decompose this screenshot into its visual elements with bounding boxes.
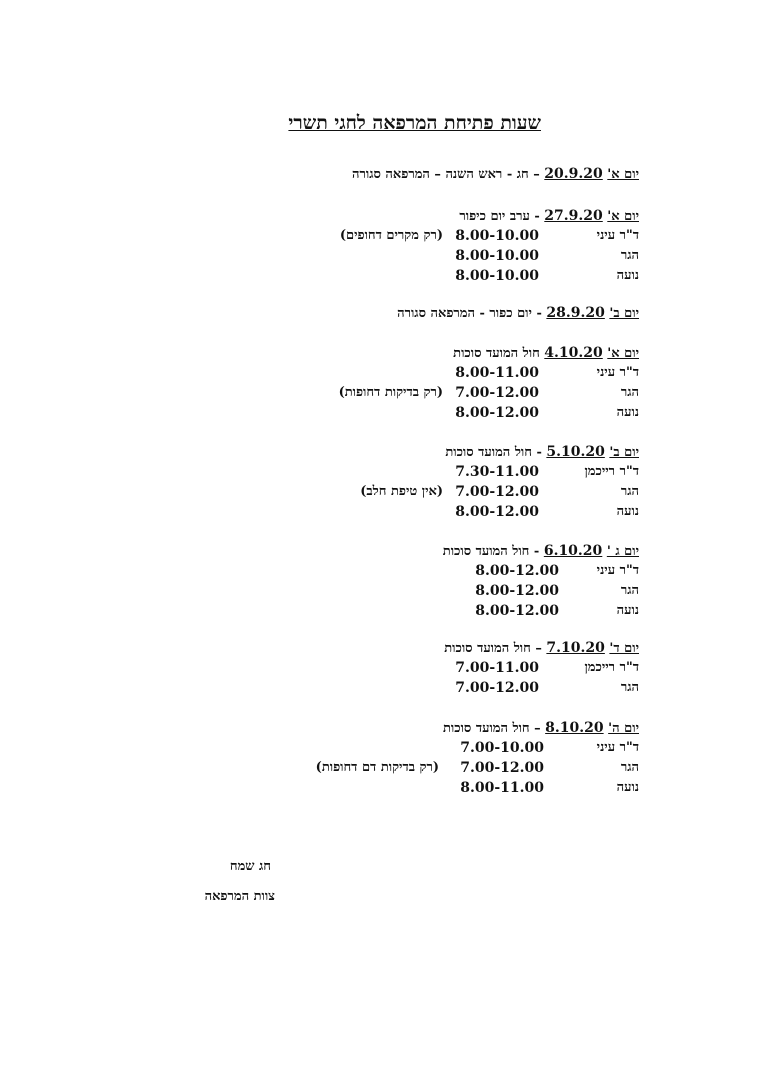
section-date: 4.10.20 xyxy=(544,345,603,361)
section-description: – חג - ראש השנה – המרפאה סגורה xyxy=(352,167,540,182)
section-header xyxy=(309,206,639,226)
section-header xyxy=(309,343,639,363)
staff-name: הגר xyxy=(620,385,639,400)
section-day: יום א' xyxy=(607,167,639,182)
staff-hours: 7.30-11.00 xyxy=(455,464,539,480)
staff-hours: 8.00-10.00 xyxy=(455,268,539,284)
staff-name: הגר xyxy=(620,680,639,695)
staff-name: ד"ר עיני xyxy=(596,228,639,243)
section-day: יום ה' xyxy=(608,721,639,736)
staff-row xyxy=(309,561,639,581)
staff-hours: 8.00-11.00 xyxy=(455,365,539,381)
staff-note: (אין טיפת חלב) xyxy=(360,484,443,499)
staff-name: נועה xyxy=(616,603,639,618)
staff-hours: 7.00-12.00 xyxy=(455,385,539,401)
section-date: 7.10.20 xyxy=(546,640,605,656)
staff-row xyxy=(309,658,639,678)
schedule-section xyxy=(309,206,639,286)
staff-hours: 8.00-11.00 xyxy=(460,780,544,796)
staff-name: הגר xyxy=(620,760,639,775)
section-date: 6.10.20 xyxy=(543,543,603,559)
schedule-section xyxy=(309,638,639,698)
section-date: 20.9.20 xyxy=(544,166,603,182)
section-day: יום ב' xyxy=(609,306,639,321)
staff-hours: 7.00-12.00 xyxy=(460,760,544,776)
staff-row xyxy=(309,678,639,698)
staff-row xyxy=(309,482,639,502)
staff-name: ד"ר עיני xyxy=(596,365,639,380)
section-header xyxy=(309,442,639,462)
staff-hours: 7.00-10.00 xyxy=(460,740,544,756)
staff-name: הגר xyxy=(620,248,639,263)
schedule-section xyxy=(309,541,639,621)
staff-row xyxy=(309,601,639,621)
section-description: - חול המועד סוכות xyxy=(442,544,540,559)
staff-hours: 7.00-12.00 xyxy=(455,680,539,696)
staff-note: (רק בדיקות דם דחופות) xyxy=(315,760,439,775)
section-day: יום ב' xyxy=(609,445,639,460)
schedule-section xyxy=(309,343,639,423)
staff-name: ד"ר עיני xyxy=(596,563,639,578)
section-day: יום א' xyxy=(607,346,639,361)
staff-hours: 8.00-12.00 xyxy=(475,563,559,579)
page-title: שעות פתיחת המרפאה לחגי תשרי xyxy=(288,112,541,134)
section-date: 8.10.20 xyxy=(545,720,604,736)
section-header xyxy=(309,638,639,658)
staff-hours: 7.00-11.00 xyxy=(455,660,539,676)
staff-row xyxy=(309,462,639,482)
section-day: יום א' xyxy=(607,209,639,224)
staff-hours: 8.00-12.00 xyxy=(475,583,559,599)
signature: צוות המרפאה xyxy=(204,889,275,904)
staff-hours: 7.00-12.00 xyxy=(455,484,539,500)
staff-row xyxy=(309,403,639,423)
section-header xyxy=(352,164,639,184)
section-header xyxy=(299,718,639,738)
section-header xyxy=(397,303,639,323)
staff-name: הגר xyxy=(620,583,639,598)
section-description: חול המועד סוכות xyxy=(453,346,540,361)
staff-row xyxy=(309,502,639,522)
staff-note: (רק בדיקות דחופות) xyxy=(338,385,443,400)
staff-hours: 8.00-10.00 xyxy=(455,228,539,244)
staff-row xyxy=(309,226,639,246)
staff-name: נועה xyxy=(616,268,639,283)
section-description: - יום כפור - המרפאה סגורה xyxy=(397,306,542,321)
section-date: 28.9.20 xyxy=(546,305,605,321)
staff-name: נועה xyxy=(616,405,639,420)
staff-row xyxy=(299,778,639,798)
staff-row xyxy=(299,738,639,758)
staff-name: ד"ר עיני xyxy=(596,740,639,755)
section-date: 27.9.20 xyxy=(544,208,603,224)
section-day: יום ג ' xyxy=(606,544,639,559)
staff-row xyxy=(309,266,639,286)
schedule-section xyxy=(309,442,639,522)
section-description: - חול המועד סוכות xyxy=(445,445,542,460)
staff-hours: 8.00-12.00 xyxy=(455,405,539,421)
staff-name: ד"ר רייכמן xyxy=(584,464,639,479)
section-date: 5.10.20 xyxy=(546,444,605,460)
staff-hours: 8.00-12.00 xyxy=(475,603,559,619)
staff-name: ד"ר רייכמן xyxy=(584,660,639,675)
section-description: – חול המועד סוכות xyxy=(444,641,542,656)
section-description: – חול המועד סוכות xyxy=(442,721,541,736)
staff-row xyxy=(309,246,639,266)
staff-row xyxy=(309,383,639,403)
staff-name: הגר xyxy=(620,484,639,499)
section-description: - ערב יום כיפור xyxy=(459,209,540,224)
staff-name: נועה xyxy=(616,504,639,519)
section-header xyxy=(309,541,639,561)
staff-hours: 8.00-10.00 xyxy=(455,248,539,264)
staff-row xyxy=(309,581,639,601)
schedule-section xyxy=(397,303,639,323)
staff-row xyxy=(309,363,639,383)
staff-note: (רק מקרים דחופים) xyxy=(339,228,443,243)
greeting: חג שמח xyxy=(229,859,271,874)
staff-hours: 8.00-12.00 xyxy=(455,504,539,520)
section-day: יום ד' xyxy=(609,641,639,656)
schedule-section xyxy=(299,718,639,798)
staff-name: נועה xyxy=(616,780,639,795)
schedule-section xyxy=(352,164,639,184)
staff-row xyxy=(299,758,639,778)
